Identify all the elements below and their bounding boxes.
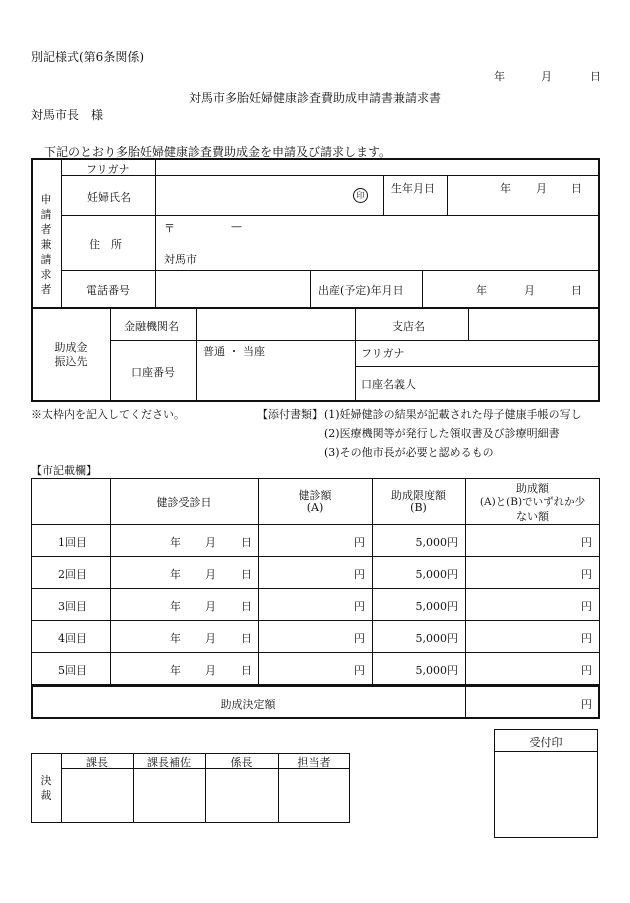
applicant-side-label: 申請者兼請求者	[40, 193, 52, 296]
address-city: 対馬市	[164, 253, 197, 266]
date-year-label: 年	[494, 70, 505, 83]
birth-month-label: 月	[536, 182, 547, 195]
row-year-label: 年	[170, 632, 181, 645]
row-day-label: 日	[241, 664, 252, 677]
row-fee-unit: 円	[354, 568, 365, 581]
row-day-label: 日	[241, 600, 252, 613]
account-number-label: 口座番号	[131, 366, 175, 379]
row-year-label: 年	[170, 568, 181, 581]
role-subsection-chief: 係長	[230, 756, 253, 769]
row-label: 3回目	[58, 600, 87, 613]
row-limit: 5,000円	[415, 664, 458, 677]
row-fee-unit: 円	[354, 600, 365, 613]
row-year-label: 年	[170, 600, 181, 613]
attachment-1: (1)妊婦健診の結果が記載された母子健康手帳の写し	[324, 408, 582, 421]
col-header-date: 健診受診日	[156, 496, 212, 509]
role-staff: 担当者	[297, 756, 331, 769]
birth-year-label: 年	[500, 182, 511, 195]
row-limit: 5,000円	[415, 632, 458, 645]
phone-label: 電話番号	[86, 284, 130, 297]
furigana-label: フリガナ	[86, 163, 130, 176]
role-deputy-chief: 課長補佐	[147, 756, 191, 769]
row-fee-unit: 円	[354, 632, 365, 645]
name-field[interactable]	[156, 176, 383, 215]
row-month-label: 月	[205, 536, 216, 549]
col-header-grant-sub2: ない額	[516, 510, 549, 523]
col-header-limit: 助成限度額	[391, 489, 446, 502]
col-header-grant-sub: (A)と(B)でいずれか少	[479, 496, 586, 508]
row-month-label: 月	[205, 600, 216, 613]
fill-note: ※太枠内を記入してください。	[31, 408, 185, 421]
bank-name-label: 金融機関名	[124, 320, 179, 333]
row-year-label: 年	[170, 664, 181, 677]
city-section-label: 【市記載欄】	[31, 464, 97, 477]
role-section-chief: 課長	[86, 756, 108, 769]
attachments-label: 【添付書類】	[257, 408, 323, 421]
birth-day-label: 日	[571, 182, 582, 195]
form-number: 別記様式(第6条関係)	[31, 50, 144, 64]
date-month-label: 月	[541, 70, 552, 83]
row-fee-unit: 円	[354, 664, 365, 677]
postal-mark: 〒	[164, 222, 175, 235]
date-day-label: 日	[590, 70, 601, 83]
postal-dash: —	[231, 220, 242, 233]
row-limit: 5,000円	[415, 600, 458, 613]
row-day-label: 日	[241, 568, 252, 581]
row-label: 5回目	[58, 664, 87, 677]
name-label: 妊婦氏名	[87, 191, 131, 204]
row-grant-unit: 円	[581, 568, 592, 581]
row-month-label: 月	[205, 664, 216, 677]
row-day-label: 日	[241, 536, 252, 549]
addressee: 対馬市長 様	[31, 108, 104, 122]
due-year-label: 年	[476, 284, 487, 297]
due-date-label: 出産(予定)年月日	[318, 284, 404, 297]
branch-label: 支店名	[392, 320, 425, 333]
row-grant-unit: 円	[581, 632, 592, 645]
row-grant-unit: 円	[581, 664, 592, 677]
row-limit: 5,000円	[415, 568, 458, 581]
col-header-limit-sub: (B)	[410, 501, 427, 514]
col-header-fee: 健診額	[298, 489, 332, 502]
row-year-label: 年	[170, 536, 181, 549]
account-holder-label: 口座名義人	[361, 378, 416, 391]
attachment-2: (2)医療機関等が発行した領収書及び診療明細書	[324, 427, 560, 440]
page-title: 対馬市多胎妊婦健康診査費助成申請書兼請求書	[188, 91, 441, 105]
birth-label: 生年月日	[391, 182, 435, 195]
row-day-label: 日	[241, 632, 252, 645]
receipt-stamp-label: 受付印	[529, 736, 563, 749]
row-label: 1回目	[58, 536, 87, 549]
due-month-label: 月	[524, 284, 535, 297]
bank-side-label-1: 助成金	[54, 341, 88, 354]
intro-text: 下記のとおり多胎妊婦健康診査費助成金を申請及び請求します。	[44, 145, 392, 159]
row-month-label: 月	[205, 632, 216, 645]
row-fee-unit: 円	[354, 536, 365, 549]
row-grant-unit: 円	[581, 536, 592, 549]
decision-label: 助成決定額	[220, 698, 276, 711]
account-type-options[interactable]: 普通 ・ 当座	[203, 345, 265, 358]
bank-side-label-2: 振込先	[54, 355, 88, 368]
col-header-grant: 助成額	[516, 482, 549, 495]
row-month-label: 月	[205, 568, 216, 581]
address-label: 住 所	[89, 238, 122, 251]
row-limit: 5,000円	[415, 536, 458, 549]
approval-side-label: 決裁	[40, 774, 52, 802]
col-header-fee-sub: (A)	[306, 501, 324, 514]
due-day-label: 日	[571, 284, 582, 297]
row-label: 4回目	[58, 632, 87, 645]
row-label: 2回目	[58, 568, 87, 581]
seal-icon: 印	[353, 188, 368, 203]
row-grant-unit: 円	[581, 600, 592, 613]
holder-furigana-label: フリガナ	[361, 347, 405, 360]
decision-unit: 円	[581, 698, 592, 711]
attachment-3: (3)その他市長が必要と認めるもの	[324, 446, 494, 459]
